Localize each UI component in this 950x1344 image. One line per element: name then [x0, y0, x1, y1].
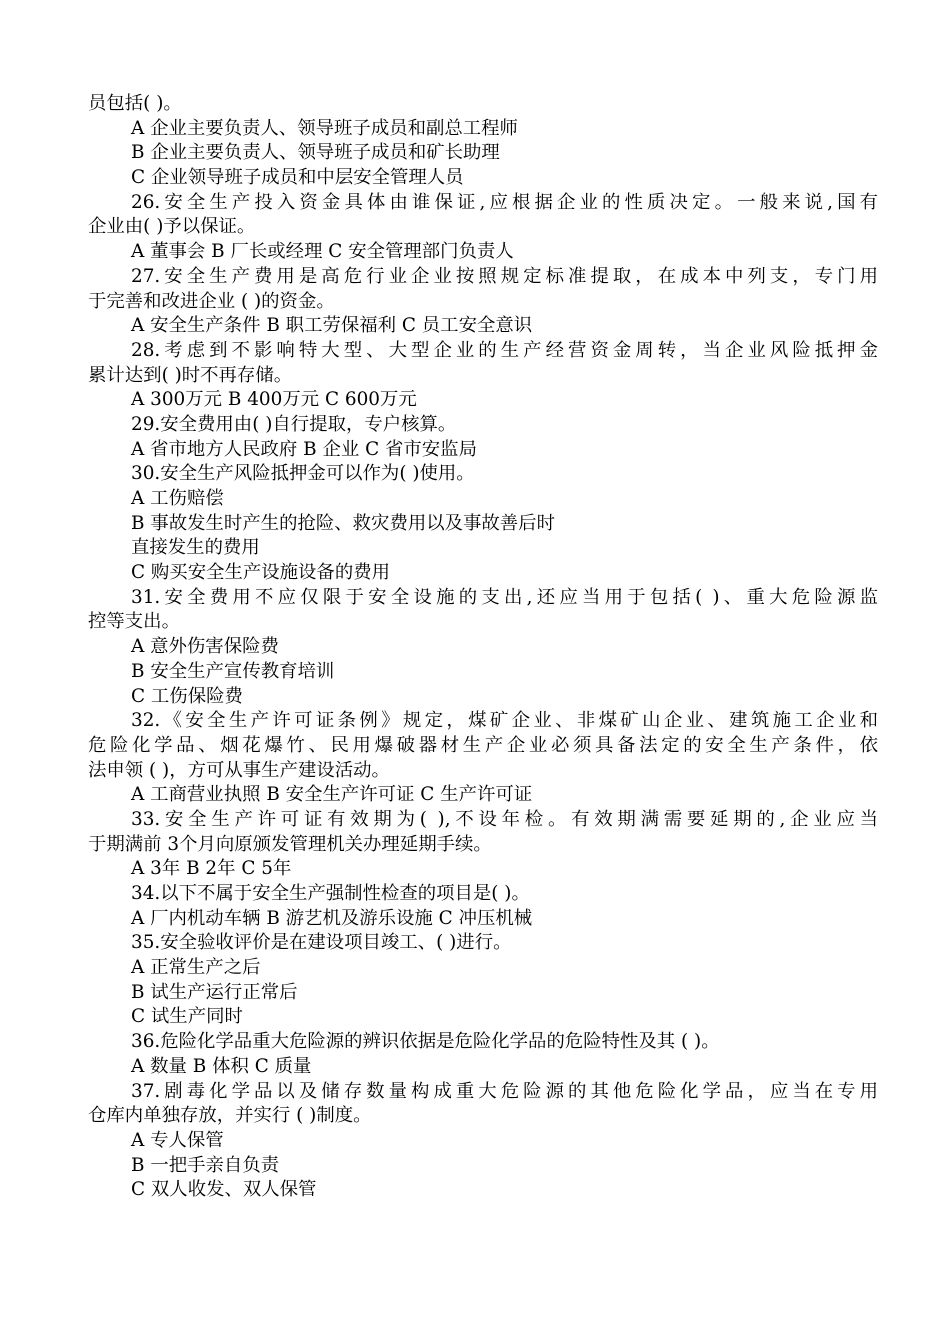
text-line: 33.安全生产许可证有效期为( ),不设年检。有效期满需要延期的,企业应当	[131, 808, 878, 830]
text-line: B 一把手亲自负责	[131, 1154, 280, 1176]
text-line: 28.考虑到不影响特大型、大型企业的生产经营资金周转，当企业风险抵押金	[131, 339, 878, 361]
text-line: 29.安全费用由( )自行提取，专户核算。	[131, 413, 457, 435]
text-line: 37.剧毒化学品以及储存数量构成重大危险源的其他危险化学品，应当在专用	[131, 1080, 878, 1102]
text-line: 直接发生的费用	[131, 537, 260, 559]
text-line: 危险化学品、烟花爆竹、民用爆破器材生产企业必须具备法定的安全生产条件，依	[88, 734, 878, 756]
text-line: 累计达到( )时不再存储。	[88, 364, 293, 386]
text-line: B 安全生产宣传教育培训	[131, 660, 335, 682]
text-line: A 企业主要负责人、领导班子成员和副总工程师	[131, 117, 518, 139]
text-line: 36.危险化学品重大危险源的辨识依据是危险化学品的危险特性及其 ( )。	[131, 1031, 720, 1053]
text-line: C 工伤保险费	[131, 685, 243, 707]
text-line: B 试生产运行正常后	[131, 981, 298, 1003]
text-line: A 3年 B 2年 C 5年	[131, 858, 292, 880]
text-line: 27.安全生产费用是高危行业企业按照规定标准提取，在成本中列支，专门用	[131, 265, 878, 287]
text-line: 员包括( )。	[88, 93, 182, 114]
text-line: A 数量 B 体积 C 质量	[131, 1055, 312, 1077]
text-line: B 事故发生时产生的抢险、救灾费用以及事故善后时	[131, 512, 555, 534]
text-line: A 安全生产条件 B 职工劳保福利 C 员工安全意识	[131, 315, 533, 337]
text-line: A 正常生产之后	[131, 957, 261, 979]
text-line: C 购买安全生产设施设备的费用	[131, 562, 390, 584]
text-line: A 省市地方人民政府 B 企业 C 省市安监局	[131, 438, 477, 460]
text-line: C 双人收发、双人保管	[131, 1179, 317, 1201]
text-line: 法申领 ( )，方可从事生产建设活动。	[88, 759, 390, 781]
text-line: A 意外伤害保险费	[131, 636, 279, 658]
text-line: 控等支出。	[88, 611, 180, 633]
text-line: A 300万元 B 400万元 C 600万元	[131, 389, 417, 411]
text-line: 30.安全生产风险抵押金可以作为( )使用。	[131, 463, 475, 485]
text-line: 仓库内单独存放，并实行 ( )制度。	[88, 1105, 372, 1127]
text-line: 26.安全生产投入资金具体由谁保证,应根据企业的性质决定。一般来说,国有	[131, 191, 878, 213]
text-line: A 董事会 B 厂长或经理 C 安全管理部门负责人	[131, 241, 514, 263]
text-line: 31.安全费用不应仅限于安全设施的支出,还应当用于包括( )、重大危险源监	[131, 586, 878, 608]
text-line: 于完善和改进企业 ( )的资金。	[88, 290, 335, 312]
text-line: A 工伤赔偿	[131, 488, 224, 509]
text-line: A 厂内机动车辆 B 游艺机及游乐设施 C 冲压机械	[131, 907, 533, 929]
text-line: 35.安全验收评价是在建设项目竣工、( )进行。	[131, 932, 512, 954]
text-line: A 工商营业执照 B 安全生产许可证 C 生产许可证	[131, 784, 533, 806]
text-line: C 试生产同时	[131, 1006, 243, 1028]
text-line: 32.《安全生产许可证条例》规定，煤矿企业、非煤矿山企业、建筑施工企业和	[131, 710, 878, 732]
text-line: B 企业主要负责人、领导班子成员和矿长助理	[131, 142, 500, 164]
text-line: 企业由( )予以保证。	[88, 216, 256, 238]
text-line: A 专人保管	[131, 1129, 224, 1151]
text-line: 34.以下不属于安全生产强制性检查的项目是( )。	[131, 883, 530, 904]
text-line: 于期满前 3个月向原颁发管理机关办理延期手续。	[88, 833, 492, 855]
document-page	[88, 92, 878, 1203]
text-line: C 企业领导班子成员和中层安全管理人员	[131, 167, 464, 189]
